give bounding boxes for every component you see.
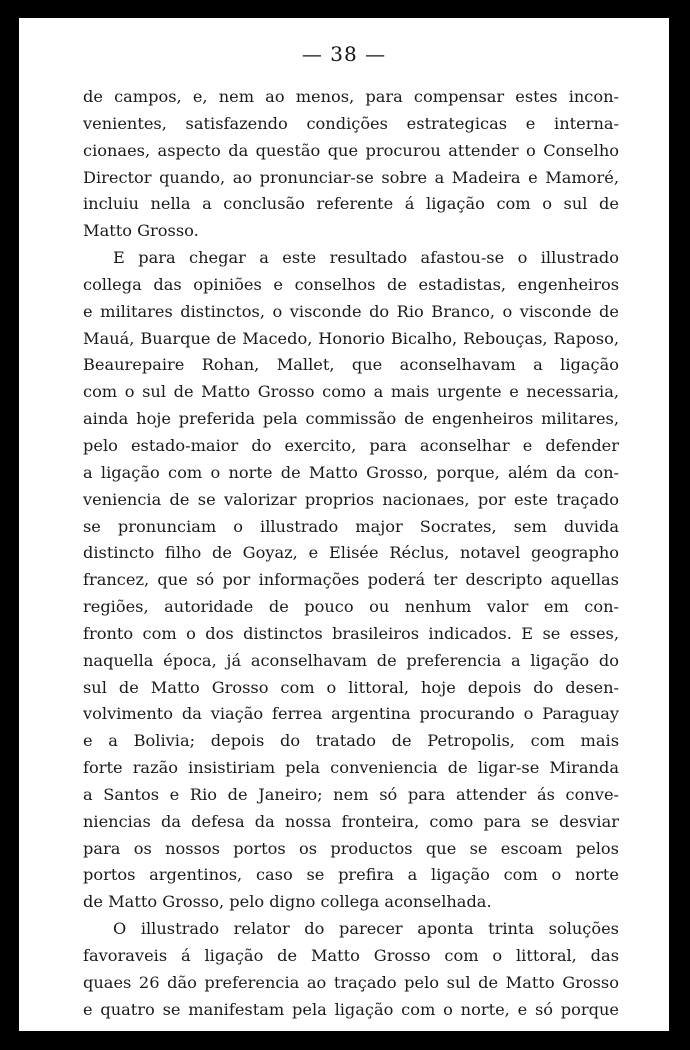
text-line: e militares distinctos, o visconde do Rio Branco, o visconde de (83, 301, 619, 321)
text-line: a Santos e Rio de Janeiro; nem só para attender ás conve- (83, 784, 619, 804)
text-line: e quatro se manifestam pela ligação com o norte, e só porque (83, 999, 619, 1019)
text-line: pelo estado-maior do exercito, para aconselhar e defender (83, 435, 619, 455)
text-line: niencias da defesa da nossa fronteira, como para se desviar (83, 811, 619, 831)
text-line: com o sul de Matto Grosso como a mais urgente e necessaria, (83, 382, 619, 402)
text-line: portos argentinos, caso se prefira a ligação com o norte (83, 865, 619, 885)
text-line: distincto filho de Goyaz, e Elisée Réclus, notavel geographo (83, 543, 619, 563)
text-line: Mauá, Buarque de Macedo, Honorio Bicalho, Rebouças, Raposo, (83, 328, 619, 348)
text-line: veniencia de se valorizar proprios nacionaes, por este traçado (83, 489, 619, 509)
text-line: cionaes, aspecto da questão que procurou attender o Conselho (83, 140, 619, 160)
text-line: favoraveis á ligação de Matto Grosso com o littoral, das (83, 946, 619, 965)
text-line: de Matto Grosso, pelo digno collega aconselhada. (83, 892, 492, 912)
document-page (19, 18, 669, 1031)
text-line: sul de Matto Grosso com o littoral, hoje depois do desen- (83, 677, 619, 697)
text-line: incluiu nella a conclusão referente á ligação com o sul de (83, 194, 619, 214)
page-number: — 38 — (301, 42, 387, 66)
text-line: quaes 26 dão preferencia ao traçado pelo sul de Matto Grosso (83, 972, 619, 992)
text-line: collega das opiniões e conselhos de estadistas, engenheiros (83, 274, 619, 294)
text-line: forte razão insistiriam pela conveniencia de ligar-se Miranda (83, 758, 619, 778)
text-line: E para chegar a este resultado afastou-se o illustrado (113, 248, 619, 268)
text-line: se pronunciam o illustrado major Socrates, sem duvida (83, 516, 619, 536)
text-line: Beaurepaire Rohan, Mallet, que aconselhavam a ligação (83, 355, 619, 375)
text-line: a ligação com o norte de Matto Grosso, porque, além da con- (83, 462, 619, 482)
text-line: Matto Grosso. (83, 221, 199, 241)
text-line: O illustrado relator do parecer aponta trinta soluções (113, 919, 619, 939)
text-line: francez, que só por informações poderá ter descripto aquellas (83, 570, 619, 590)
text-line: venientes, satisfazendo condições estrategicas e interna- (83, 113, 619, 133)
text-line: para os nossos portos os productos que se escoam pelos (83, 838, 619, 858)
text-line: volvimento da viação ferrea argentina procurando o Paraguay (83, 704, 619, 724)
text-line: e a Bolivia; depois do tratado de Petropolis, com mais (83, 731, 619, 751)
text-line: Director quando, ao pronunciar-se sobre a Madeira e Mamoré, (83, 167, 619, 187)
body-text (83, 84, 619, 1024)
text-line: fronto com o dos distinctos brasileiros indicados. E se esses, (83, 623, 619, 643)
text-line: naquella época, já aconselhavam de preferencia a ligação do (83, 650, 619, 670)
text-line: ainda hoje preferida pela commissão de engenheiros militares, (83, 409, 619, 429)
text-line: de campos, e, nem ao menos, para compensar estes incon- (83, 87, 619, 106)
text-line: regiões, autoridade de pouco ou nenhum valor em con- (83, 597, 619, 617)
